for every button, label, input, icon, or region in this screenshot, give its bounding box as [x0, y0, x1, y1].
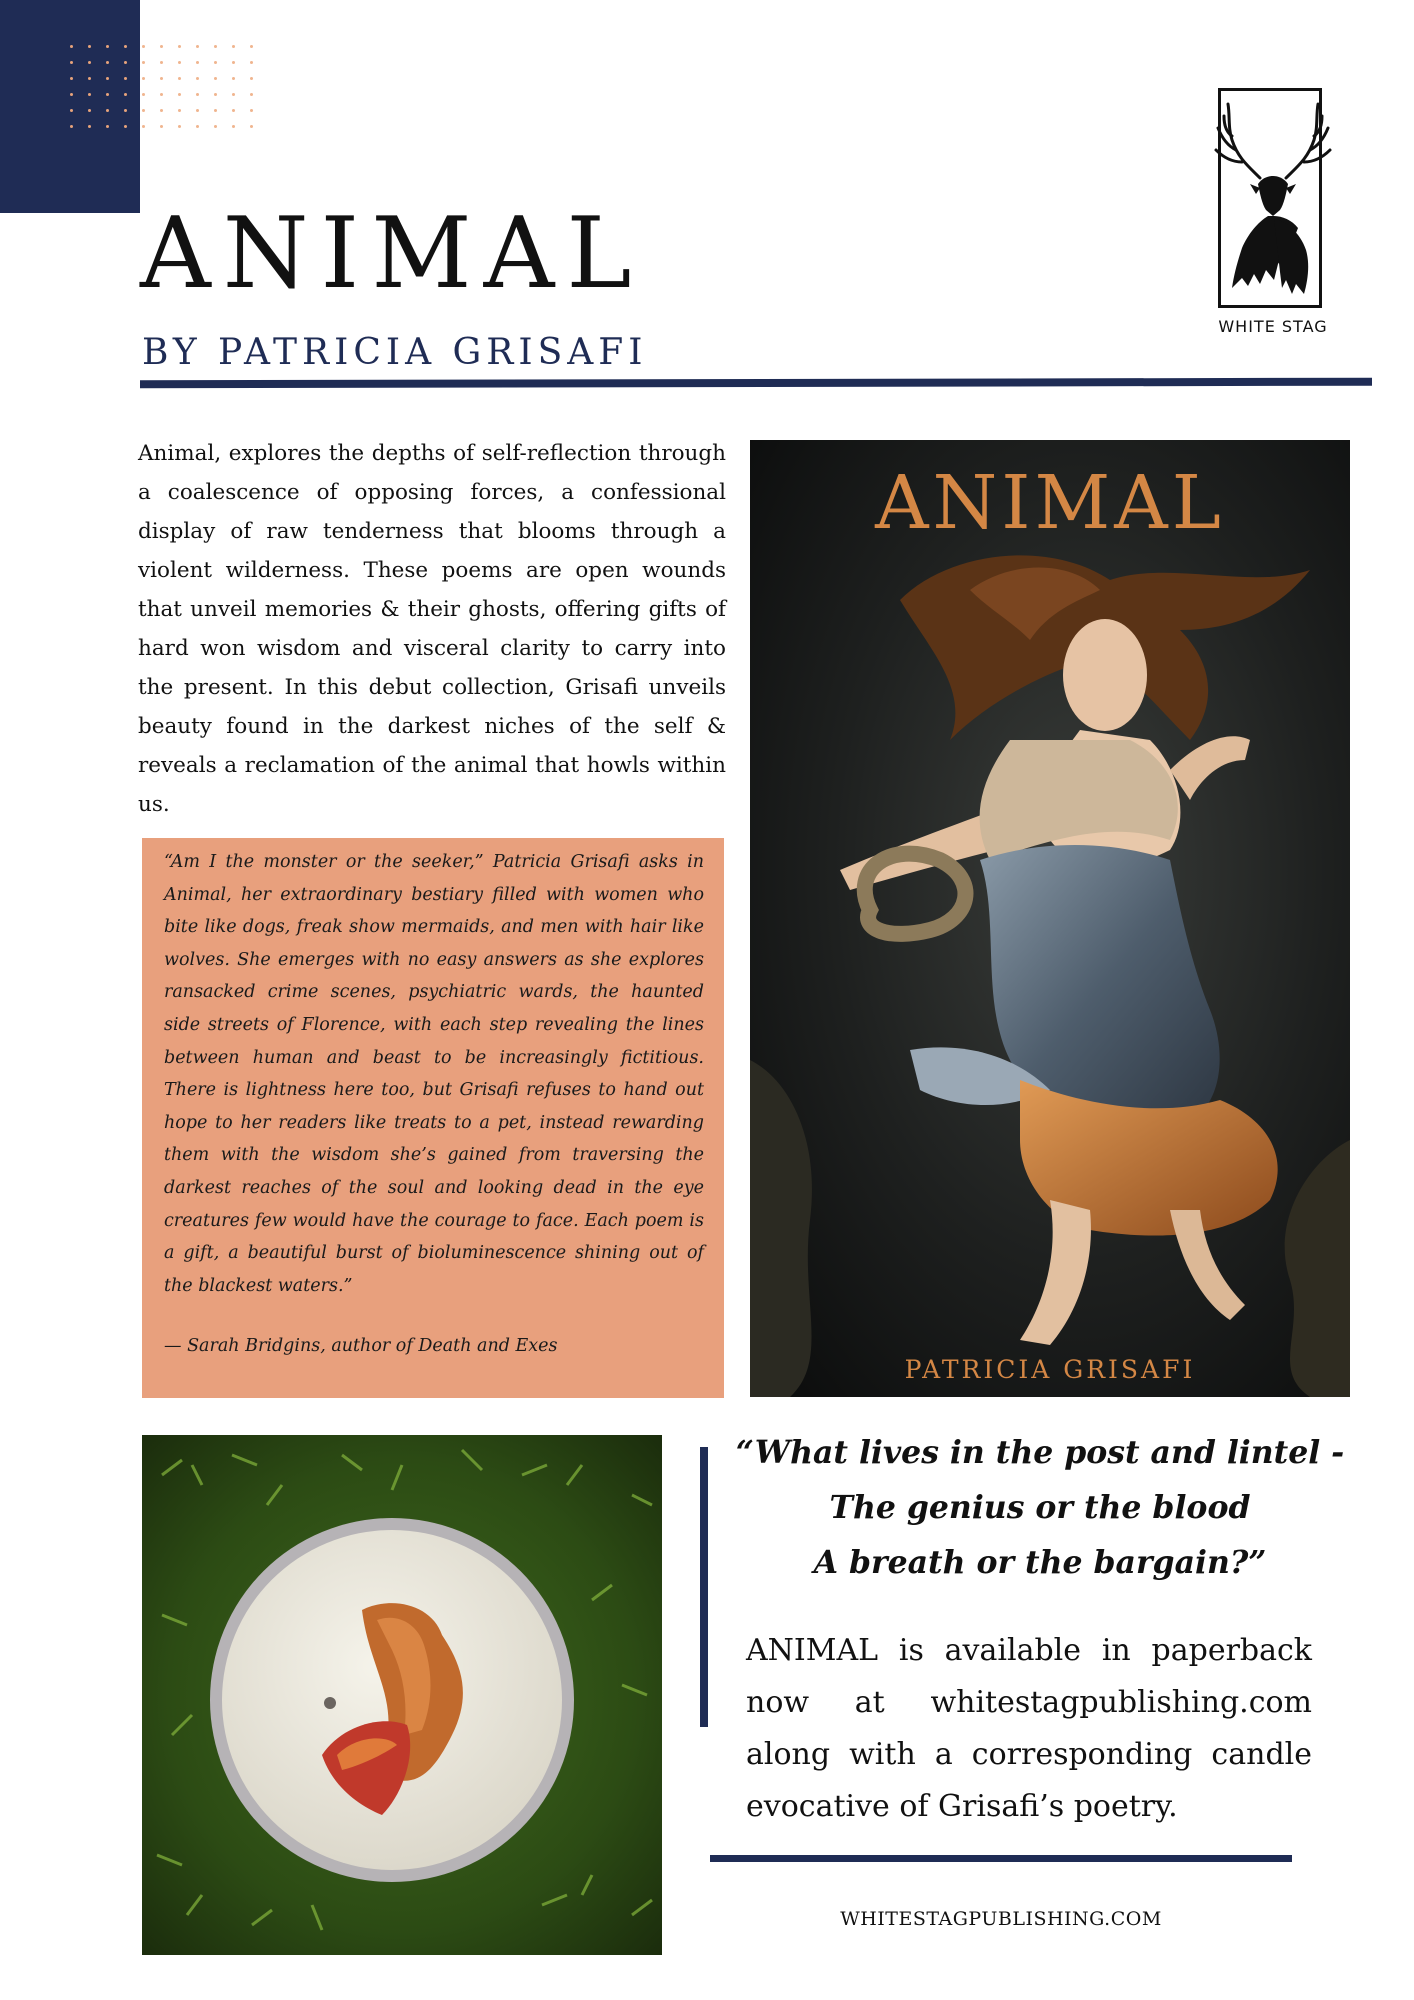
- decorative-dot: [106, 77, 109, 80]
- decorative-dot: [88, 125, 91, 128]
- decorative-dot: [178, 45, 181, 48]
- decorative-dot: [106, 93, 109, 96]
- decorative-dot: [88, 77, 91, 80]
- decorative-dot: [70, 45, 73, 48]
- decorative-dot: [88, 45, 91, 48]
- decorative-dot: [178, 61, 181, 64]
- decorative-dot: [142, 109, 145, 112]
- decorative-dot: [232, 93, 235, 96]
- decorative-dot: [142, 45, 145, 48]
- decorative-dot: [250, 93, 253, 96]
- logo-wordmark: WHITE STAG: [1218, 317, 1328, 336]
- decorative-dot: [124, 125, 127, 128]
- decorative-dot: [160, 93, 163, 96]
- decorative-dot: [232, 109, 235, 112]
- decorative-dot: [70, 125, 73, 128]
- decorative-dot: [250, 125, 253, 128]
- decorative-dot: [250, 109, 253, 112]
- book-cover-image: [750, 440, 1350, 1397]
- quote-accent-bar: [700, 1447, 708, 1727]
- decorative-dot: [214, 61, 217, 64]
- decorative-dot: [124, 45, 127, 48]
- decorative-dot: [160, 125, 163, 128]
- decorative-dot: [88, 109, 91, 112]
- intro-paragraph: Animal, explores the depths of self-reflection through a coalescence of opposing forces, a confessional display of raw tenderness that blooms through a violent wilderness. These poems are open wounds that unveil memories & their ghosts, offering gifts of hard won wisdom and visceral clarity to carry into the present. In this debut collection, Grisafi unveils beauty found in the darkest niches of the self & reveals a reclamation of the animal that howls within us.: [138, 441, 726, 817]
- decorative-dot: [70, 109, 73, 112]
- review-attribution: — Sarah Bridgins, author of Death and Exes: [164, 1336, 558, 1356]
- candle-image: [142, 1435, 662, 1955]
- decorative-dot: [196, 45, 199, 48]
- header-divider: [140, 378, 1372, 389]
- footer-url-link[interactable]: WHITESTAGPUBLISHING.COM: [840, 1908, 1162, 1930]
- decorative-dot: [70, 61, 73, 64]
- quote-line: The genius or the blood: [829, 1489, 1251, 1526]
- decorative-dot: [160, 61, 163, 64]
- decorative-dot: [214, 109, 217, 112]
- decorative-dot: [124, 77, 127, 80]
- decorative-dot: [70, 93, 73, 96]
- decorative-dot: [160, 77, 163, 80]
- decorative-dot: [142, 93, 145, 96]
- availability-note: ANIMAL is available in paperback now at whitestagpublishing.com along with a corresponding candle evocative of Grisafi’s poetry.: [746, 1633, 1312, 1824]
- stag-head-icon: [1208, 88, 1338, 308]
- decorative-dot: [178, 125, 181, 128]
- decorative-dot: [124, 109, 127, 112]
- cover-painting: [750, 440, 1350, 1397]
- quote-line: A breath or the bargain?”: [813, 1544, 1267, 1581]
- decorative-dot: [88, 61, 91, 64]
- decorative-dot: [232, 125, 235, 128]
- decorative-dot: [250, 77, 253, 80]
- cover-author: PATRICIA GRISAFI: [904, 1355, 1196, 1384]
- decorative-dot: [232, 45, 235, 48]
- decorative-dot: [232, 61, 235, 64]
- poetry-excerpt: [730, 1425, 1350, 1590]
- decorative-dot: [160, 45, 163, 48]
- decorative-dot: [214, 45, 217, 48]
- candle-photo: [142, 1435, 662, 1955]
- decorative-dot: [142, 61, 145, 64]
- decorative-dot: [178, 93, 181, 96]
- footer-divider: [710, 1855, 1292, 1862]
- decorative-dot: [70, 77, 73, 80]
- decorative-dot: [88, 93, 91, 96]
- decorative-dot: [196, 109, 199, 112]
- decorative-dot: [214, 125, 217, 128]
- cover-title: ANIMAL: [875, 460, 1225, 546]
- white-stag-logo: [1208, 88, 1338, 340]
- decorative-dot: [106, 61, 109, 64]
- decorative-dot: [124, 93, 127, 96]
- decorative-dot: [232, 77, 235, 80]
- decorative-dot: [106, 45, 109, 48]
- decorative-dot: [196, 125, 199, 128]
- review-box: [142, 838, 724, 1398]
- author-byline: BY PATRICIA GRISAFI: [142, 332, 648, 373]
- dot-pattern-decoration: [70, 45, 280, 165]
- decorative-dot: [124, 61, 127, 64]
- decorative-dot: [142, 77, 145, 80]
- review-quote: “Am I the monster or the seeker,” Patricia Grisafi asks in Animal, her extraordinary bestiary filled with women who bite like dogs, freak show mermaids, and men with hair like wolves. She emerges with no easy answers as she explores ransacked crime scenes, psychiatric wards, the haunted side streets of Florence, with each step revealing the lines between human and beast to be increasingly fictitious. There is lightness here too, but Grisafi refuses to hand out hope to her readers like treats to a pet, instead rewarding them with the wisdom she’s gained from traversing the darkest reaches of the soul and looking dead in the eye creatures few would have the courage to face. Each poem is a gift, a beautiful burst of bioluminescence shining out of the blackest waters.”: [164, 852, 704, 1296]
- decorative-dot: [106, 109, 109, 112]
- decorative-dot: [178, 77, 181, 80]
- decorative-dot: [196, 77, 199, 80]
- decorative-dot: [160, 109, 163, 112]
- page-title: ANIMAL: [140, 197, 644, 311]
- decorative-dot: [214, 77, 217, 80]
- decorative-dot: [250, 45, 253, 48]
- decorative-dot: [250, 61, 253, 64]
- decorative-dot: [196, 61, 199, 64]
- decorative-dot: [106, 125, 109, 128]
- decorative-dot: [214, 93, 217, 96]
- decorative-dot: [196, 93, 199, 96]
- quote-line: “What lives in the post and lintel -: [735, 1434, 1345, 1471]
- decorative-dot: [178, 109, 181, 112]
- decorative-dot: [142, 125, 145, 128]
